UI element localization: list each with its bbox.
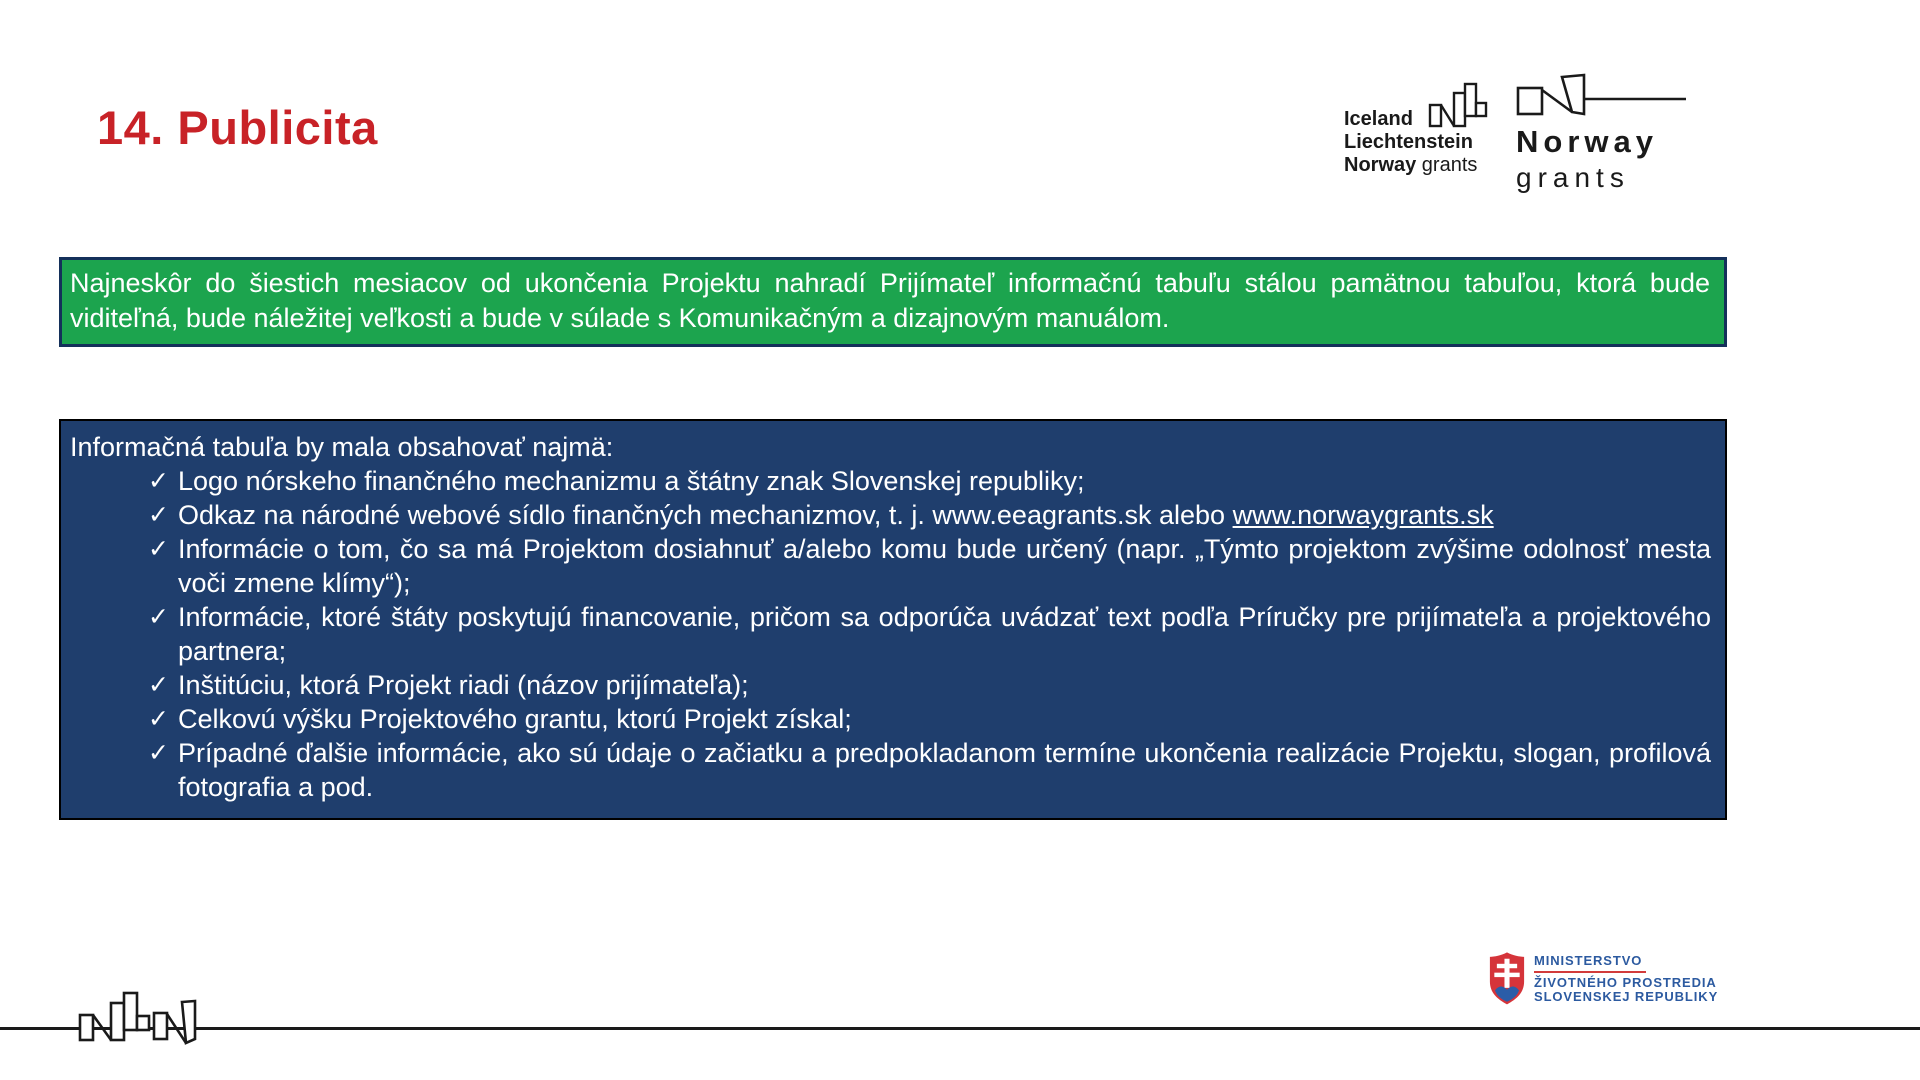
eea-line-liechtenstein: Liechtenstein — [1344, 131, 1473, 153]
list-item-text: Informácie, ktoré štáty poskytujú financovanie, pričom sa odporúča uvádzať text podľa Príručky pre prijímateľa a projektového partnera; — [178, 602, 1711, 666]
list-item — [148, 736, 1711, 804]
norway-grants-footer-icon — [152, 999, 202, 1047]
list-item — [148, 668, 1711, 702]
green-callout-box — [59, 257, 1727, 347]
list-item-text: Prípadné ďalšie informácie, ako sú údaje o začiatku a predpokladanom termíne ukončenia realizácie Projektu, slogan, profilová fotografia a pod. — [178, 738, 1711, 802]
ministry-logo-text — [1534, 953, 1718, 1004]
list-item — [148, 498, 1711, 532]
list-item-text: Inštitúciu, ktorá Projekt riadi (názov prijímateľa); — [178, 670, 749, 700]
footer-divider-line — [0, 1027, 1920, 1030]
checkmark-icon: ✓ — [148, 535, 169, 563]
ministry-line-3: SLOVENSKEJ REPUBLIKY — [1534, 989, 1719, 1004]
page-title: 14. Publicita — [97, 101, 378, 154]
checkmark-icon: ✓ — [148, 705, 169, 733]
ministry-line-1: MINISTERSTVO — [1534, 953, 1643, 968]
norway-logo-name: Norway — [1516, 124, 1658, 159]
checkmark-icon: ✓ — [148, 467, 169, 495]
list-item-text: Celkovú výšku Projektového grantu, ktorú Projekt získal; — [178, 704, 852, 734]
blue-box-intro: Informačná tabuľa by mala obsahovať najmä: — [70, 432, 614, 462]
slovak-coat-of-arms-icon — [1488, 951, 1526, 1007]
list-item — [148, 532, 1711, 600]
list-item-text: Logo nórskeho finančného mechanizmu a štátny znak Slovenskej republiky; — [178, 466, 1085, 496]
list-item — [148, 464, 1711, 498]
ministry-line-2: ŽIVOTNÉHO PROSTREDIA — [1534, 975, 1717, 990]
eea-line-norway: Norway — [1344, 154, 1417, 176]
checkmark-icon: ✓ — [148, 501, 169, 529]
list-item — [148, 702, 1711, 736]
norway-grants-logo-icon — [1516, 72, 1688, 122]
norwaygrants-link[interactable]: www.norwaygrants.sk — [1232, 500, 1494, 530]
eea-line-grants: grants — [1416, 154, 1478, 176]
green-callout-text: Najneskôr do šiestich mesiacov od ukončenia Projektu nahradí Prijímateľ informačnú tabuľu stálou pamätnou tabuľou, ktorá bude viditeľná, bude náležitej veľkosti a bude v súlade s Komunikačným a dizajnovým manuálom. — [70, 268, 1710, 333]
list-item — [148, 600, 1711, 668]
check-list — [70, 464, 1711, 804]
checkmark-icon: ✓ — [148, 603, 169, 631]
list-item-text: Odkaz na národné webové sídlo finančných mechanizmov, t. j. www.eeagrants.sk alebo — [178, 500, 1233, 530]
norway-grants-logo — [1516, 72, 1692, 194]
checkmark-icon: ✓ — [148, 671, 169, 699]
blue-info-box — [59, 419, 1727, 820]
ministry-red-underline — [1534, 971, 1646, 973]
checkmark-icon: ✓ — [148, 739, 169, 767]
eea-grants-logo-text — [1344, 108, 1477, 177]
norway-logo-sub: grants — [1516, 162, 1630, 193]
eea-line-iceland: Iceland — [1344, 108, 1413, 130]
list-item-text: Informácie o tom, čo sa má Projektom dosiahnuť a/alebo komu bude určený (napr. „Týmto projektom zvýšime odolnosť mesta voči zmene klímy“); — [178, 534, 1711, 598]
